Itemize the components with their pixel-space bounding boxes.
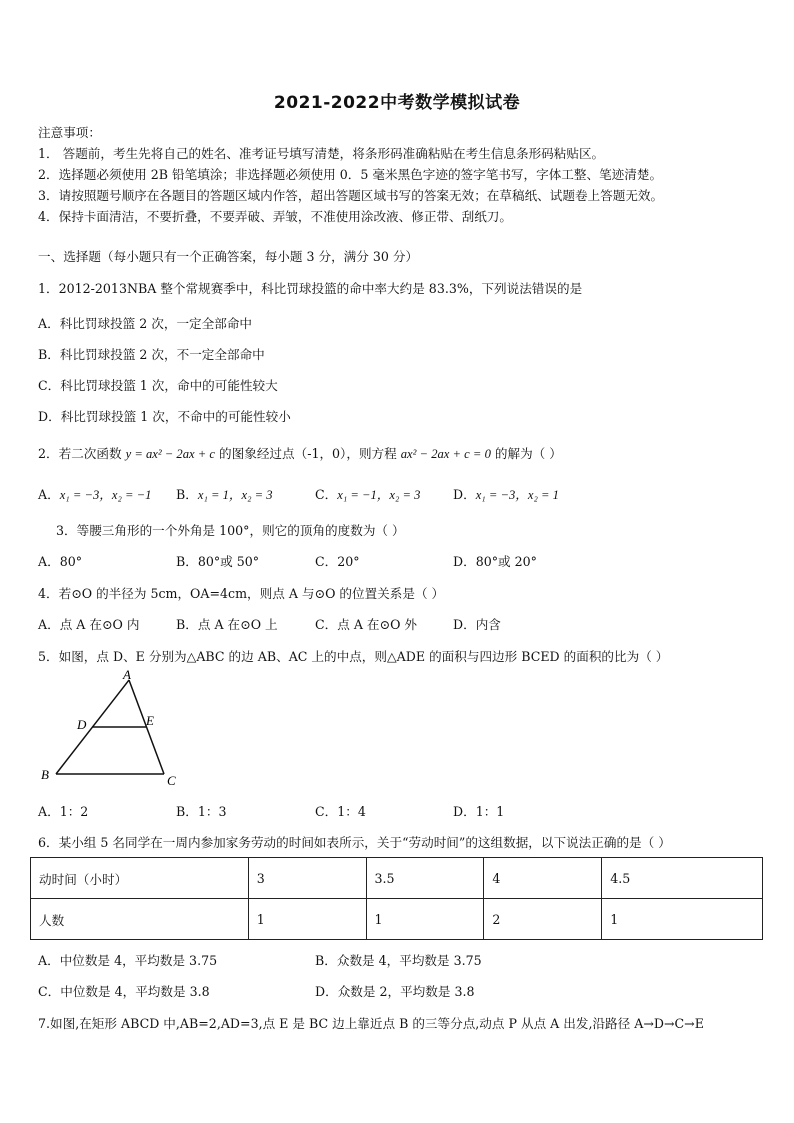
q1-option-d: D．科比罚球投篮 1 次，不命中的可能性较小: [38, 409, 291, 424]
table-cell: 2: [484, 899, 602, 940]
q4-option-d: D．内含: [453, 617, 501, 632]
q2-option-b-label: B．: [176, 487, 198, 502]
vertex-label-b: B: [41, 767, 49, 782]
q2-equation: ax² − 2ax + c = 0: [400, 447, 491, 461]
table-cell: 1: [366, 899, 484, 940]
q2-function: y = ax² − 2ax + c: [125, 447, 216, 461]
triangle-figure: [36, 668, 186, 790]
notice-item-4: 4．保持卡面清洁，不要折叠，不要弄破、弄皱，不准使用涂改液、修正带、刮纸刀。: [38, 209, 512, 224]
table-cell: 3.5: [366, 858, 484, 899]
page-title: 2021-2022中考数学模拟试卷: [273, 93, 521, 113]
point-label-e: E: [146, 713, 154, 728]
q5-stem: 5．如图，点 D、E 分别为△ABC 的边 AB、AC 上的中点，则△ADE 的面积与四边形 BCED 的面积的比为（ ）: [38, 649, 669, 664]
q2-stem-pre: 2．若二次函数: [38, 446, 122, 461]
q1-option-b: B．科比罚球投篮 2 次，不一定全部命中: [38, 347, 265, 362]
q5-option-a: A．1：2: [38, 804, 89, 819]
point-label-d: D: [77, 717, 87, 732]
q3-stem: 3．等腰三角形的一个外角是 100°，则它的顶角的度数为（ ）: [56, 523, 405, 538]
labor-time-table: [30, 857, 763, 940]
q2-option-a-label: A．: [38, 487, 60, 502]
q2-option-b: [176, 484, 273, 503]
table-cell: 1: [248, 899, 366, 940]
vertex-label-a: A: [123, 668, 131, 682]
table-cell: 动时间（小时）: [31, 858, 249, 899]
table-cell: 4.5: [602, 858, 763, 899]
q2-option-c: [315, 484, 420, 503]
table-row: [31, 858, 763, 899]
q2-stem-mid: 的图象经过点（-1，0），则方程: [219, 446, 397, 461]
q2-option-a: [38, 484, 151, 503]
notice-heading: 注意事项：: [38, 125, 101, 140]
q5-option-b: B．1：3: [176, 804, 227, 819]
notice-item-1: 1． 答题前，考生先将自己的姓名、准考证号填写清楚，将条形码准确粘贴在考生信息条形码粘贴区。: [38, 146, 605, 161]
q6-option-d: D．众数是 2，平均数是 3.8: [315, 984, 475, 999]
q2-option-d-label: D．: [453, 487, 476, 502]
q6-option-c: C．中位数是 4，平均数是 3.8: [38, 984, 210, 999]
q4-option-c: C．点 A 在⊙O 外: [315, 617, 417, 632]
notice-item-3: 3．请按照题号顺序在各题目的答题区域内作答，超出答题区域书写的答案无效；在草稿纸、试题卷上答题无效。: [38, 188, 664, 203]
q1-stem: 1．2012-2013NBA 整个常规赛季中，科比罚球投篮的命中率大约是 83.3%，下列说法错误的是: [38, 281, 583, 296]
q5-option-d: D．1：1: [453, 804, 505, 819]
q4-stem: 4．若⊙O 的半径为 5cm，OA=4cm，则点 A 与⊙O 的位置关系是（ ）: [38, 586, 445, 601]
q4-option-b: B．点 A 在⊙O 上: [176, 617, 278, 632]
q6-option-a: A．中位数是 4，平均数是 3.75: [38, 953, 218, 968]
q2-option-b-value: x₁ = 1，x₂ = 3: [197, 488, 273, 502]
table-cell: 3: [248, 858, 366, 899]
q2-option-d: [453, 484, 559, 503]
table-cell: 4: [484, 858, 602, 899]
q1-option-c: C．科比罚球投篮 1 次，命中的可能性较大: [38, 378, 278, 393]
q4-option-a: A．点 A 在⊙O 内: [38, 617, 140, 632]
q2-option-a-value: x₁ = −3，x₂ = −1: [59, 488, 152, 502]
q2-option-d-value: x₁ = −3，x₂ = 1: [475, 488, 559, 502]
table-cell: 人数: [31, 899, 249, 940]
notice-item-2: 2．选择题必须使用 2B 铅笔填涂；非选择题必须使用 0．5 毫米黑色字迹的签字笔书写，字体工整、笔迹清楚。: [38, 167, 663, 182]
q2-option-c-value: x₁ = −1，x₂ = 3: [337, 488, 421, 502]
q3-option-d: D．80°或 20°: [453, 554, 537, 569]
vertex-label-c: C: [167, 773, 176, 788]
section-heading: 一、选择题（每小题只有一个正确答案，每小题 3 分，满分 30 分）: [38, 249, 419, 264]
table-cell: 1: [602, 899, 763, 940]
q6-option-b: B．众数是 4，平均数是 3.75: [315, 953, 482, 968]
q2-option-c-label: C．: [315, 487, 338, 502]
q2-stem: [38, 443, 562, 462]
q3-option-a: A．80°: [38, 554, 83, 569]
q3-option-c: C．20°: [315, 554, 360, 569]
q7-stem: 7.如图,在矩形 ABCD 中,AB=2,AD=3,点 E 是 BC 边上靠近点 B 的三等分点,动点 P 从点 A 出发,沿路径 A→D→C→E: [38, 1016, 704, 1031]
q6-stem: 6．某小组 5 名同学在一周内参加家务劳动的时间如表所示，关于“劳动时间”的这组数据，以下说法正确的是（ ）: [38, 835, 671, 850]
q5-option-c: C．1：4: [315, 804, 366, 819]
q3-option-b: B．80°或 50°: [176, 554, 260, 569]
q2-stem-post: 的解为（ ）: [494, 446, 562, 461]
table-row: [31, 899, 763, 940]
q1-option-a: A．科比罚球投篮 2 次，一定全部命中: [38, 316, 253, 331]
